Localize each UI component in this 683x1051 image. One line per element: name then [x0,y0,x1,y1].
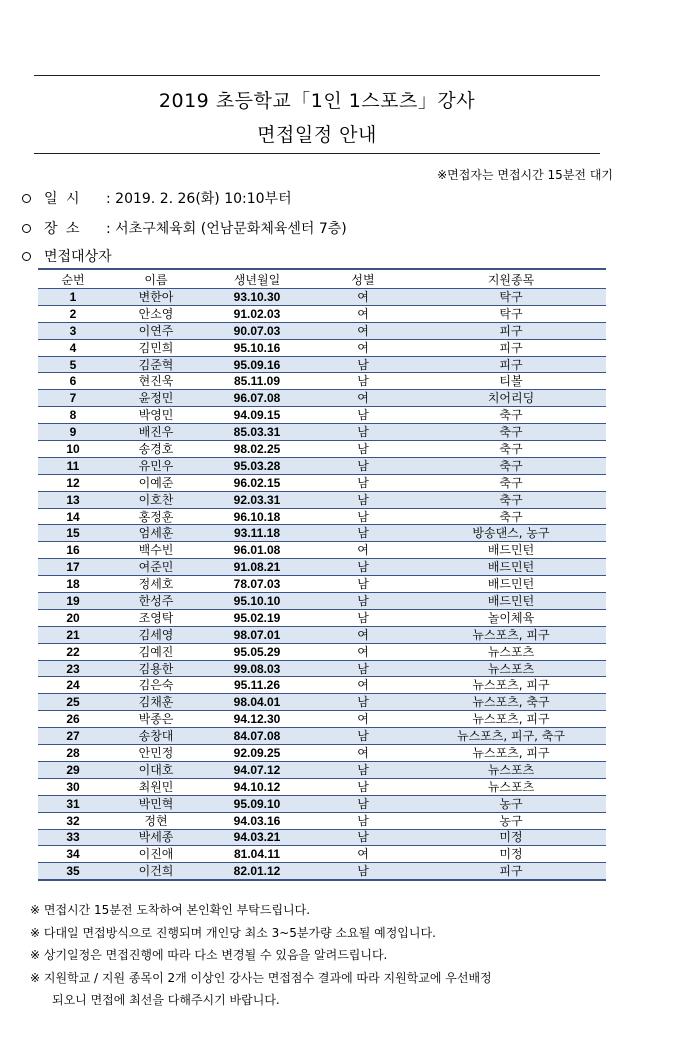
cell-sport: 뉴스포츠, 피구 [416,745,606,762]
table-row [38,694,606,711]
cell-birthdate: 98.07.01 [204,626,310,643]
table-row [38,322,606,339]
cell-name: 이예준 [108,474,204,491]
cell-name: 정현 [108,812,204,829]
cell-birthdate: 95.11.26 [204,677,310,694]
cell-gender: 남 [310,356,416,373]
table-row [38,846,606,863]
header-sport: 지원종목 [416,269,606,289]
table-row [38,812,606,829]
cell-sport: 뉴스포츠 [416,660,606,677]
target-label: 면접대상자 [44,249,112,265]
cell-name: 여준민 [108,559,204,576]
table-row [38,508,606,525]
table-row [38,491,606,508]
cell-gender: 남 [310,457,416,474]
note-item-continued: 되오니 면접에 최선을 다해주시기 바랍니다. [52,993,280,1007]
cell-birthdate: 95.09.16 [204,356,310,373]
cell-name: 박영민 [108,407,204,424]
cell-number: 18 [38,576,108,593]
cell-name: 안소영 [108,305,204,322]
cell-birthdate: 95.02.19 [204,609,310,626]
table-row [38,677,606,694]
cell-number: 27 [38,728,108,745]
cell-gender: 남 [310,424,416,441]
header-birthdate: 생년월일 [204,269,310,289]
cell-number: 10 [38,441,108,458]
cell-number: 14 [38,508,108,525]
table-row [38,474,606,491]
cell-gender: 남 [310,559,416,576]
header-name: 이름 [108,269,204,289]
cell-number: 25 [38,694,108,711]
cell-birthdate: 85.03.31 [204,424,310,441]
cell-gender: 여 [310,322,416,339]
note-item: ※ 다대일 면접방식으로 진행되며 개인당 최소 3~5분가량 소요될 예정입니다. [30,925,436,940]
cell-number: 26 [38,711,108,728]
table-row [38,424,606,441]
cell-sport: 축구 [416,424,606,441]
place-value: : 서초구체육회 (언남문화체육센터 7층) [106,221,347,237]
cell-gender: 남 [310,609,416,626]
cell-name: 이건희 [108,863,204,880]
cell-birthdate: 91.02.03 [204,305,310,322]
table-row [38,559,606,576]
cell-birthdate: 78.07.03 [204,576,310,593]
cell-birthdate: 93.11.18 [204,525,310,542]
cell-number: 28 [38,745,108,762]
cell-gender: 여 [310,542,416,559]
cell-birthdate: 92.03.31 [204,491,310,508]
table-row [38,643,606,660]
cell-number: 5 [38,356,108,373]
cell-name: 윤정민 [108,390,204,407]
cell-gender: 여 [310,626,416,643]
cell-birthdate: 98.02.25 [204,441,310,458]
cell-birthdate: 81.04.11 [204,846,310,863]
table-row [38,778,606,795]
table-row [38,542,606,559]
cell-number: 24 [38,677,108,694]
cell-number: 19 [38,593,108,610]
cell-number: 13 [38,491,108,508]
cell-sport: 티볼 [416,373,606,390]
cell-birthdate: 82.01.12 [204,863,310,880]
cell-number: 1 [38,289,108,306]
cell-sport: 뉴스포츠, 축구 [416,694,606,711]
cell-sport: 미정 [416,829,606,846]
cell-sport: 축구 [416,441,606,458]
cell-name: 정세호 [108,576,204,593]
cell-number: 29 [38,761,108,778]
cell-birthdate: 94.12.30 [204,711,310,728]
cell-birthdate: 85.11.09 [204,373,310,390]
cell-number: 12 [38,474,108,491]
cell-sport: 뉴스포츠 [416,761,606,778]
table-row [38,373,606,390]
waiting-note: ※면접자는 면접시간 15분전 대기 [437,168,613,182]
date-label: 일 시 [44,191,82,207]
table-row [38,356,606,373]
cell-name: 이연주 [108,322,204,339]
cell-sport: 치어리딩 [416,390,606,407]
cell-sport: 농구 [416,795,606,812]
cell-number: 17 [38,559,108,576]
table-row [38,609,606,626]
cell-name: 김준혁 [108,356,204,373]
cell-name: 김은숙 [108,677,204,694]
table-row [38,711,606,728]
cell-birthdate: 94.09.15 [204,407,310,424]
cell-sport: 배드민턴 [416,542,606,559]
cell-number: 30 [38,778,108,795]
table-row [38,593,606,610]
cell-name: 한성주 [108,593,204,610]
cell-gender: 남 [310,525,416,542]
cell-sport: 배드민턴 [416,576,606,593]
bottom-rule [34,153,600,154]
cell-sport: 탁구 [416,305,606,322]
cell-birthdate: 96.02.15 [204,474,310,491]
cell-birthdate: 92.09.25 [204,745,310,762]
circle-bullet-icon [22,224,31,233]
cell-name: 김민희 [108,339,204,356]
cell-sport: 놀이체육 [416,609,606,626]
cell-number: 21 [38,626,108,643]
cell-gender: 남 [310,660,416,677]
cell-sport: 뉴스포츠, 피구 [416,711,606,728]
cell-sport: 뉴스포츠, 피구 [416,677,606,694]
table-row [38,441,606,458]
table-row [38,390,606,407]
cell-name: 안민정 [108,745,204,762]
cell-gender: 남 [310,761,416,778]
cell-name: 박세종 [108,829,204,846]
cell-birthdate: 95.09.10 [204,795,310,812]
cell-name: 박종은 [108,711,204,728]
cell-name: 조영탁 [108,609,204,626]
cell-name: 엄세훈 [108,525,204,542]
cell-gender: 남 [310,795,416,812]
cell-gender: 남 [310,829,416,846]
cell-gender: 남 [310,576,416,593]
cell-sport: 축구 [416,457,606,474]
cell-number: 7 [38,390,108,407]
cell-sport: 피구 [416,863,606,880]
cell-gender: 남 [310,728,416,745]
cell-gender: 여 [310,390,416,407]
cell-gender: 여 [310,677,416,694]
cell-gender: 여 [310,846,416,863]
cell-name: 이진애 [108,846,204,863]
cell-sport: 축구 [416,407,606,424]
header-number: 순번 [38,269,108,289]
cell-birthdate: 95.05.29 [204,643,310,660]
cell-gender: 남 [310,508,416,525]
cell-sport: 피구 [416,339,606,356]
cell-number: 11 [38,457,108,474]
cell-gender: 남 [310,441,416,458]
cell-name: 이호찬 [108,491,204,508]
cell-sport: 축구 [416,508,606,525]
cell-name: 김예진 [108,643,204,660]
cell-birthdate: 94.10.12 [204,778,310,795]
cell-birthdate: 96.10.18 [204,508,310,525]
table-row [38,407,606,424]
notes [30,899,492,1012]
cell-gender: 남 [310,407,416,424]
table-row [38,660,606,677]
table-row [38,761,606,778]
cell-birthdate: 94.03.16 [204,812,310,829]
cell-number: 4 [38,339,108,356]
table-row [38,745,606,762]
cell-birthdate: 90.07.03 [204,322,310,339]
table-row [38,626,606,643]
cell-number: 23 [38,660,108,677]
cell-name: 송창대 [108,728,204,745]
cell-sport: 배드민턴 [416,593,606,610]
cell-sport: 배드민턴 [416,559,606,576]
cell-name: 유민우 [108,457,204,474]
cell-number: 22 [38,643,108,660]
cell-sport: 미정 [416,846,606,863]
cell-birthdate: 95.03.28 [204,457,310,474]
cell-name: 백수빈 [108,542,204,559]
table-header-row [38,269,606,289]
table-row [38,728,606,745]
cell-number: 8 [38,407,108,424]
cell-number: 16 [38,542,108,559]
cell-birthdate: 84.07.08 [204,728,310,745]
cell-gender: 남 [310,778,416,795]
info-date [22,188,292,208]
table-row [38,863,606,880]
cell-gender: 남 [310,373,416,390]
cell-name: 이대호 [108,761,204,778]
cell-birthdate: 94.07.12 [204,761,310,778]
cell-sport: 피구 [416,322,606,339]
cell-gender: 여 [310,711,416,728]
cell-name: 송경호 [108,441,204,458]
cell-sport: 뉴스포츠, 피구, 축구 [416,728,606,745]
cell-sport: 축구 [416,474,606,491]
cell-name: 김용한 [108,660,204,677]
header-gender: 성별 [310,269,416,289]
date-value: : 2019. 2. 26(화) 10:10부터 [106,191,292,207]
cell-birthdate: 99.08.03 [204,660,310,677]
cell-number: 20 [38,609,108,626]
cell-number: 6 [38,373,108,390]
cell-number: 3 [38,322,108,339]
page-title: 2019 초등학교「1인 1스포츠」강사 [158,90,476,112]
cell-birthdate: 94.03.21 [204,829,310,846]
cell-name: 배진우 [108,424,204,441]
cell-gender: 여 [310,643,416,660]
note-item: ※ 지원학교 / 지원 종목이 2개 이상인 강사는 면접점수 결과에 따라 지원학교에 우선배정 [30,970,492,985]
table-row [38,829,606,846]
cell-gender: 여 [310,745,416,762]
note-item: ※ 면접시간 15분전 도착하여 본인확인 부탁드립니다. [30,903,311,917]
table-row [38,305,606,322]
info-target [22,246,112,266]
cell-gender: 남 [310,812,416,829]
table-row [38,457,606,474]
cell-sport: 뉴스포츠 [416,778,606,795]
cell-number: 15 [38,525,108,542]
table-row [38,795,606,812]
cell-birthdate: 96.01.08 [204,542,310,559]
cell-number: 9 [38,424,108,441]
cell-gender: 남 [310,491,416,508]
cell-sport: 뉴스포츠 [416,643,606,660]
table-row [38,576,606,593]
info-place [22,218,347,238]
cell-sport: 뉴스포츠, 피구 [416,626,606,643]
cell-sport: 방송댄스, 농구 [416,525,606,542]
interviewee-table [38,268,606,881]
cell-gender: 여 [310,305,416,322]
cell-birthdate: 95.10.10 [204,593,310,610]
circle-bullet-icon [22,194,31,203]
table-row [38,289,606,306]
cell-sport: 탁구 [416,289,606,306]
page-subtitle: 면접일정 안내 [257,124,377,146]
cell-number: 35 [38,863,108,880]
cell-birthdate: 95.10.16 [204,339,310,356]
cell-birthdate: 91.08.21 [204,559,310,576]
note-item: ※ 상기일정은 면접진행에 따라 다소 변경될 수 있음을 알려드립니다. [30,948,388,962]
cell-gender: 여 [310,339,416,356]
cell-gender: 여 [310,289,416,306]
cell-sport: 피구 [416,356,606,373]
circle-bullet-icon [22,252,31,261]
cell-number: 34 [38,846,108,863]
cell-number: 33 [38,829,108,846]
cell-gender: 남 [310,863,416,880]
cell-birthdate: 93.10.30 [204,289,310,306]
cell-birthdate: 98.04.01 [204,694,310,711]
cell-sport: 농구 [416,812,606,829]
cell-number: 31 [38,795,108,812]
top-rule [34,75,600,76]
cell-gender: 남 [310,694,416,711]
cell-name: 현진욱 [108,373,204,390]
cell-name: 홍정훈 [108,508,204,525]
cell-sport: 축구 [416,491,606,508]
cell-name: 최원민 [108,778,204,795]
place-label: 장 소 [44,221,82,237]
table-row [38,339,606,356]
cell-name: 김채훈 [108,694,204,711]
cell-gender: 남 [310,593,416,610]
cell-name: 변한아 [108,289,204,306]
cell-number: 2 [38,305,108,322]
cell-name: 김세영 [108,626,204,643]
cell-birthdate: 96.07.08 [204,390,310,407]
table-row [38,525,606,542]
cell-gender: 남 [310,474,416,491]
cell-name: 박민혁 [108,795,204,812]
cell-number: 32 [38,812,108,829]
